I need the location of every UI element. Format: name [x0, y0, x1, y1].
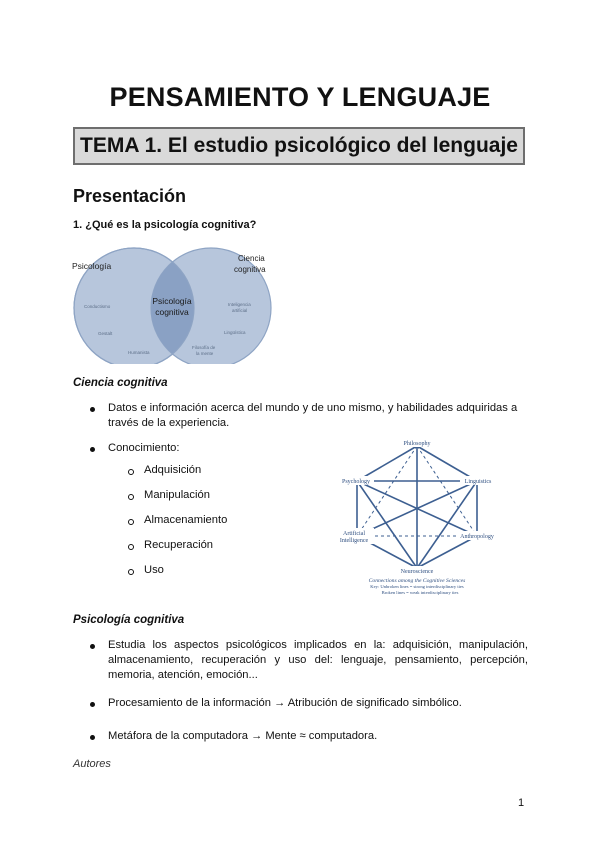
- psico-bullet-2: Procesamiento de la información → Atribución de significado simbólico.: [108, 697, 462, 709]
- psico-bullet-1-line-1: Estudia los aspectos psicológicos implicados en la: adquisición, manipulación,: [108, 639, 528, 651]
- tema-heading: TEMA 1. El estudio psicológico del lenguaje: [80, 134, 518, 157]
- hex-key-line-1: Key: Unbroken lines = strong interdisciplinary ties: [370, 584, 464, 589]
- autores-heading: Autores: [73, 758, 111, 770]
- section-heading: Presentación: [73, 186, 187, 206]
- sub-bullet-ring: [128, 519, 134, 525]
- venn-right-item: Inteligencia: [228, 302, 251, 307]
- ciencia-bullet-1-line-1: Datos e información acerca del mundo y de uno mismo, y habilidades adquiridas a: [108, 402, 518, 414]
- hex-node-intelligence: Intelligence: [339, 538, 369, 544]
- ciencia-bullet-1: [108, 401, 528, 431]
- document-title: PENSAMIENTO Y LENGUAJE: [109, 82, 491, 112]
- sub-item-almacenamiento: Almacenamiento: [144, 514, 228, 526]
- venn-diagram: [68, 246, 288, 364]
- sub-item-uso: Uso: [144, 564, 164, 576]
- ciencia-bullet-2: Conocimiento:: [108, 442, 180, 454]
- psico-bullet-3: Metáfora de la computadora → Mente ≈ computadora.: [108, 730, 378, 742]
- tema-heading-box: [73, 127, 525, 165]
- venn-left-item: Gestalt: [98, 331, 113, 336]
- hex-caption: Connections among the Cognitive Sciences: [368, 578, 466, 584]
- venn-left-item: Conductismo: [84, 304, 111, 309]
- venn-right-label-2: cognitiva: [234, 265, 266, 274]
- sub-bullet-ring: [128, 494, 134, 500]
- venn-center-2: cognitiva: [155, 307, 189, 317]
- hex-node-psychology: Psychology: [341, 479, 371, 485]
- sub-bullet-ring: [128, 469, 134, 475]
- venn-right-item: Filosofía de: [192, 345, 216, 350]
- venn-left-item: Humanista: [128, 350, 150, 355]
- hex-key-line-2: Broken lines = weak interdisciplinary ties: [381, 590, 459, 595]
- venn-right-item: Lingüística: [224, 330, 246, 335]
- bullet-dot: [90, 447, 95, 452]
- sub-bullet-ring: [128, 569, 134, 575]
- sub-item-manipulacion: Manipulación: [144, 489, 210, 501]
- psico-bullet-1-line-2: almacenamiento, recuperación y uso del: lenguaje, pensamiento, percepción,: [108, 654, 528, 666]
- cognitive-sciences-hexagon: [332, 436, 502, 596]
- sub-item-recuperacion: Recuperación: [144, 539, 214, 551]
- venn-right-label-1: Ciencia: [238, 254, 265, 263]
- hex-node-artificial: Artificial: [343, 531, 365, 537]
- bullet-dot: [90, 407, 95, 412]
- bullet-dot: [90, 644, 95, 649]
- page-number: 1: [518, 797, 525, 809]
- psico-bullet-1: [108, 638, 528, 683]
- hex-node-neuroscience: Neuroscience: [400, 569, 434, 575]
- venn-left-label: Psicología: [72, 261, 112, 271]
- venn-right-item: la mente: [196, 351, 214, 356]
- question-heading: 1. ¿Qué es la psicología cognitiva?: [73, 219, 257, 231]
- hex-node-linguistics: Linguistics: [464, 479, 492, 485]
- venn-right-item: artificial: [232, 308, 248, 313]
- psicologia-cognitiva-heading: Psicología cognitiva: [73, 614, 185, 626]
- bullet-dot: [90, 735, 95, 740]
- sub-bullet-ring: [128, 544, 134, 550]
- venn-center-1: Psicología: [152, 296, 192, 306]
- ciencia-bullet-1-line-2: través de la experiencia.: [108, 417, 230, 429]
- ciencia-cognitiva-heading: Ciencia cognitiva: [73, 377, 168, 389]
- hex-node-anthropology: Anthropology: [460, 534, 494, 540]
- sub-item-adquisicion: Adquisición: [144, 464, 202, 476]
- hex-node-philosophy: Philosophy: [403, 441, 431, 447]
- bullet-dot: [90, 702, 95, 707]
- psico-bullet-1-line-3: memoria, atención, emoción...: [108, 669, 258, 681]
